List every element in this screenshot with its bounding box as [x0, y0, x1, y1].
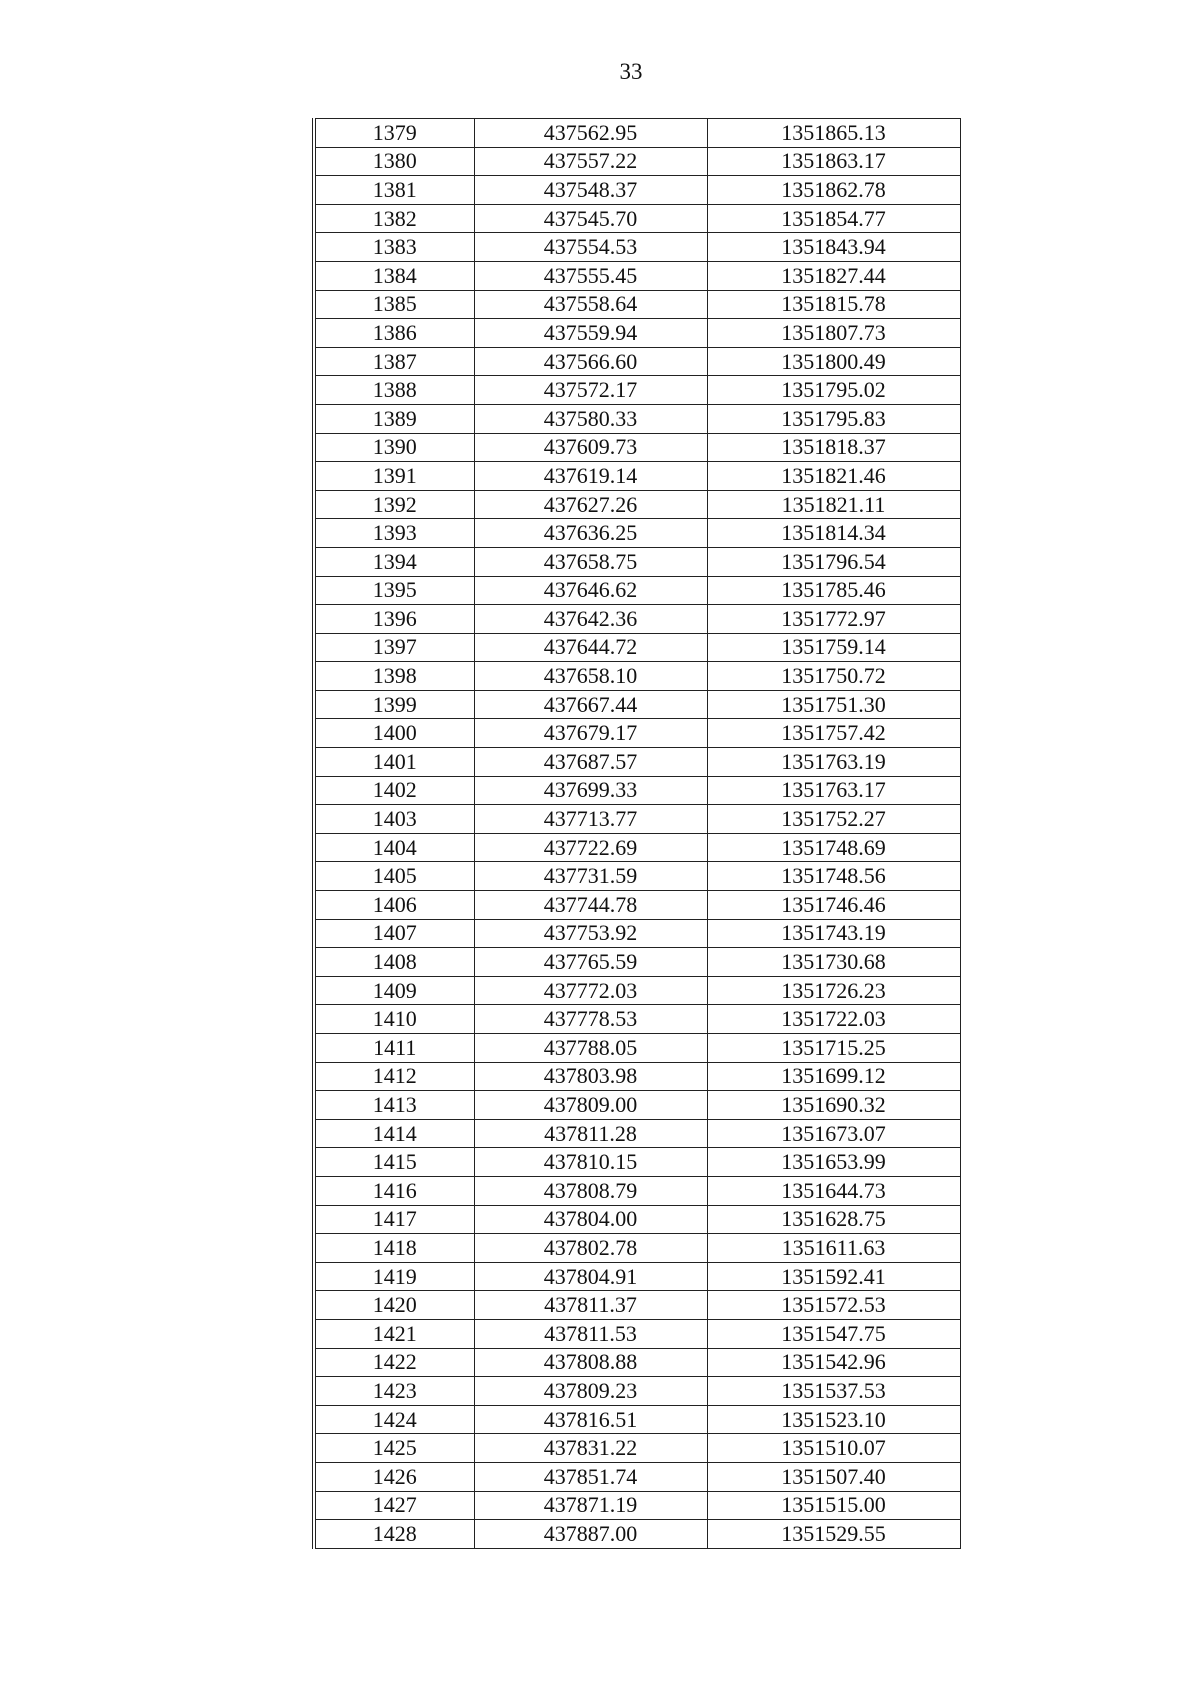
x-coordinate-cell: 437658.75 — [474, 547, 707, 576]
y-coordinate-cell: 1351854.77 — [707, 204, 960, 233]
table-row — [314, 862, 960, 891]
x-coordinate-cell: 437816.51 — [474, 1405, 707, 1434]
y-coordinate-cell: 1351772.97 — [707, 605, 960, 634]
y-coordinate-cell: 1351814.34 — [707, 519, 960, 548]
point-number-cell: 1386 — [314, 319, 474, 348]
x-coordinate-cell: 437887.00 — [474, 1520, 707, 1549]
point-number-cell: 1418 — [314, 1234, 474, 1263]
table-row — [314, 1234, 960, 1263]
table-row — [314, 1262, 960, 1291]
x-coordinate-cell: 437619.14 — [474, 462, 707, 491]
table-row — [314, 605, 960, 634]
table-row — [314, 776, 960, 805]
y-coordinate-cell: 1351821.11 — [707, 490, 960, 519]
x-coordinate-cell: 437722.69 — [474, 833, 707, 862]
point-number-cell: 1419 — [314, 1262, 474, 1291]
x-coordinate-cell: 437557.22 — [474, 147, 707, 176]
x-coordinate-cell: 437646.62 — [474, 576, 707, 605]
x-coordinate-cell: 437667.44 — [474, 690, 707, 719]
x-coordinate-cell: 437658.10 — [474, 662, 707, 691]
x-coordinate-cell: 437803.98 — [474, 1062, 707, 1091]
point-number-cell: 1385 — [314, 290, 474, 319]
y-coordinate-cell: 1351865.13 — [707, 119, 960, 148]
x-coordinate-cell: 437810.15 — [474, 1148, 707, 1177]
y-coordinate-cell: 1351644.73 — [707, 1176, 960, 1205]
point-number-cell: 1408 — [314, 948, 474, 977]
x-coordinate-cell: 437808.79 — [474, 1176, 707, 1205]
table-row — [314, 1034, 960, 1063]
y-coordinate-cell: 1351699.12 — [707, 1062, 960, 1091]
point-number-cell: 1387 — [314, 347, 474, 376]
y-coordinate-cell: 1351807.73 — [707, 319, 960, 348]
point-number-cell: 1423 — [314, 1377, 474, 1406]
point-number-cell: 1393 — [314, 519, 474, 548]
y-coordinate-cell: 1351547.75 — [707, 1319, 960, 1348]
y-coordinate-cell: 1351763.19 — [707, 748, 960, 777]
y-coordinate-cell: 1351628.75 — [707, 1205, 960, 1234]
point-number-cell: 1388 — [314, 376, 474, 405]
point-number-cell: 1422 — [314, 1348, 474, 1377]
point-number-cell: 1405 — [314, 862, 474, 891]
point-number-cell: 1392 — [314, 490, 474, 519]
point-number-cell: 1412 — [314, 1062, 474, 1091]
point-number-cell: 1411 — [314, 1034, 474, 1063]
point-number-cell: 1381 — [314, 176, 474, 205]
point-number-cell: 1413 — [314, 1091, 474, 1120]
y-coordinate-cell: 1351523.10 — [707, 1405, 960, 1434]
y-coordinate-cell: 1351843.94 — [707, 233, 960, 262]
y-coordinate-cell: 1351818.37 — [707, 433, 960, 462]
table-row — [314, 1005, 960, 1034]
y-coordinate-cell: 1351763.17 — [707, 776, 960, 805]
point-number-cell: 1427 — [314, 1491, 474, 1520]
y-coordinate-cell: 1351572.53 — [707, 1291, 960, 1320]
y-coordinate-cell: 1351510.07 — [707, 1434, 960, 1463]
x-coordinate-cell: 437572.17 — [474, 376, 707, 405]
x-coordinate-cell: 437687.57 — [474, 748, 707, 777]
y-coordinate-cell: 1351542.96 — [707, 1348, 960, 1377]
y-coordinate-cell: 1351515.00 — [707, 1491, 960, 1520]
point-number-cell: 1397 — [314, 633, 474, 662]
y-coordinate-cell: 1351529.55 — [707, 1520, 960, 1549]
table-row — [314, 576, 960, 605]
x-coordinate-cell: 437808.88 — [474, 1348, 707, 1377]
table-row — [314, 1405, 960, 1434]
table-row — [314, 1176, 960, 1205]
point-number-cell: 1407 — [314, 919, 474, 948]
table-row — [314, 119, 960, 148]
y-coordinate-cell: 1351863.17 — [707, 147, 960, 176]
x-coordinate-cell: 437699.33 — [474, 776, 707, 805]
table-row — [314, 261, 960, 290]
coordinates-table — [312, 118, 961, 1549]
table-row — [314, 319, 960, 348]
table-row — [314, 433, 960, 462]
x-coordinate-cell: 437802.78 — [474, 1234, 707, 1263]
table-row — [314, 919, 960, 948]
y-coordinate-cell: 1351757.42 — [707, 719, 960, 748]
x-coordinate-cell: 437831.22 — [474, 1434, 707, 1463]
table-row — [314, 462, 960, 491]
x-coordinate-cell: 437558.64 — [474, 290, 707, 319]
point-number-cell: 1382 — [314, 204, 474, 233]
point-number-cell: 1391 — [314, 462, 474, 491]
x-coordinate-cell: 437609.73 — [474, 433, 707, 462]
table-row — [314, 290, 960, 319]
table-row — [314, 376, 960, 405]
table-row — [314, 1434, 960, 1463]
y-coordinate-cell: 1351752.27 — [707, 805, 960, 834]
point-number-cell: 1384 — [314, 261, 474, 290]
y-coordinate-cell: 1351730.68 — [707, 948, 960, 977]
x-coordinate-cell: 437811.53 — [474, 1319, 707, 1348]
x-coordinate-cell: 437555.45 — [474, 261, 707, 290]
x-coordinate-cell: 437851.74 — [474, 1462, 707, 1491]
table-row — [314, 1091, 960, 1120]
point-number-cell: 1390 — [314, 433, 474, 462]
x-coordinate-cell: 437679.17 — [474, 719, 707, 748]
x-coordinate-cell: 437627.26 — [474, 490, 707, 519]
y-coordinate-cell: 1351673.07 — [707, 1119, 960, 1148]
point-number-cell: 1420 — [314, 1291, 474, 1320]
x-coordinate-cell: 437642.36 — [474, 605, 707, 634]
point-number-cell: 1421 — [314, 1319, 474, 1348]
x-coordinate-cell: 437644.72 — [474, 633, 707, 662]
table-row — [314, 233, 960, 262]
table-row — [314, 748, 960, 777]
x-coordinate-cell: 437713.77 — [474, 805, 707, 834]
x-coordinate-cell: 437559.94 — [474, 319, 707, 348]
table-row — [314, 948, 960, 977]
point-number-cell: 1398 — [314, 662, 474, 691]
point-number-cell: 1425 — [314, 1434, 474, 1463]
point-number-cell: 1380 — [314, 147, 474, 176]
table-row — [314, 1205, 960, 1234]
point-number-cell: 1406 — [314, 891, 474, 920]
point-number-cell: 1395 — [314, 576, 474, 605]
x-coordinate-cell: 437788.05 — [474, 1034, 707, 1063]
y-coordinate-cell: 1351827.44 — [707, 261, 960, 290]
table-row — [314, 547, 960, 576]
point-number-cell: 1414 — [314, 1119, 474, 1148]
point-number-cell: 1379 — [314, 119, 474, 148]
x-coordinate-cell: 437765.59 — [474, 948, 707, 977]
y-coordinate-cell: 1351800.49 — [707, 347, 960, 376]
table-row — [314, 891, 960, 920]
x-coordinate-cell: 437636.25 — [474, 519, 707, 548]
point-number-cell: 1404 — [314, 833, 474, 862]
y-coordinate-cell: 1351750.72 — [707, 662, 960, 691]
x-coordinate-cell: 437778.53 — [474, 1005, 707, 1034]
point-number-cell: 1428 — [314, 1520, 474, 1549]
point-number-cell: 1400 — [314, 719, 474, 748]
point-number-cell: 1424 — [314, 1405, 474, 1434]
y-coordinate-cell: 1351722.03 — [707, 1005, 960, 1034]
y-coordinate-cell: 1351759.14 — [707, 633, 960, 662]
y-coordinate-cell: 1351751.30 — [707, 690, 960, 719]
point-number-cell: 1399 — [314, 690, 474, 719]
point-number-cell: 1394 — [314, 547, 474, 576]
y-coordinate-cell: 1351507.40 — [707, 1462, 960, 1491]
table-row — [314, 805, 960, 834]
table-row — [314, 1148, 960, 1177]
x-coordinate-cell: 437811.28 — [474, 1119, 707, 1148]
table-row — [314, 147, 960, 176]
table-row — [314, 976, 960, 1005]
table-row — [314, 1491, 960, 1520]
x-coordinate-cell: 437809.23 — [474, 1377, 707, 1406]
point-number-cell: 1401 — [314, 748, 474, 777]
y-coordinate-cell: 1351743.19 — [707, 919, 960, 948]
page-number: 33 — [619, 59, 643, 84]
table-row — [314, 176, 960, 205]
point-number-cell: 1389 — [314, 404, 474, 433]
table-row — [314, 519, 960, 548]
y-coordinate-cell: 1351815.78 — [707, 290, 960, 319]
x-coordinate-cell: 437545.70 — [474, 204, 707, 233]
y-coordinate-cell: 1351746.46 — [707, 891, 960, 920]
table-row — [314, 490, 960, 519]
table-row — [314, 662, 960, 691]
y-coordinate-cell: 1351821.46 — [707, 462, 960, 491]
table-row — [314, 719, 960, 748]
y-coordinate-cell: 1351748.56 — [707, 862, 960, 891]
x-coordinate-cell: 437804.00 — [474, 1205, 707, 1234]
y-coordinate-cell: 1351862.78 — [707, 176, 960, 205]
y-coordinate-cell: 1351715.25 — [707, 1034, 960, 1063]
x-coordinate-cell: 437731.59 — [474, 862, 707, 891]
x-coordinate-cell: 437566.60 — [474, 347, 707, 376]
table-row — [314, 204, 960, 233]
coordinates-table-body — [314, 119, 960, 1549]
y-coordinate-cell: 1351653.99 — [707, 1148, 960, 1177]
y-coordinate-cell: 1351795.02 — [707, 376, 960, 405]
table-row — [314, 690, 960, 719]
point-number-cell: 1417 — [314, 1205, 474, 1234]
point-number-cell: 1416 — [314, 1176, 474, 1205]
table-row — [314, 1520, 960, 1549]
x-coordinate-cell: 437562.95 — [474, 119, 707, 148]
x-coordinate-cell: 437804.91 — [474, 1262, 707, 1291]
y-coordinate-cell: 1351795.83 — [707, 404, 960, 433]
x-coordinate-cell: 437548.37 — [474, 176, 707, 205]
y-coordinate-cell: 1351748.69 — [707, 833, 960, 862]
table-row — [314, 1348, 960, 1377]
point-number-cell: 1415 — [314, 1148, 474, 1177]
table-row — [314, 1377, 960, 1406]
x-coordinate-cell: 437772.03 — [474, 976, 707, 1005]
table-row — [314, 347, 960, 376]
x-coordinate-cell: 437744.78 — [474, 891, 707, 920]
point-number-cell: 1409 — [314, 976, 474, 1005]
table-row — [314, 633, 960, 662]
point-number-cell: 1396 — [314, 605, 474, 634]
table-row — [314, 1062, 960, 1091]
y-coordinate-cell: 1351726.23 — [707, 976, 960, 1005]
table-row — [314, 404, 960, 433]
table-row — [314, 1291, 960, 1320]
x-coordinate-cell: 437554.53 — [474, 233, 707, 262]
y-coordinate-cell: 1351611.63 — [707, 1234, 960, 1263]
y-coordinate-cell: 1351690.32 — [707, 1091, 960, 1120]
point-number-cell: 1410 — [314, 1005, 474, 1034]
x-coordinate-cell: 437811.37 — [474, 1291, 707, 1320]
y-coordinate-cell: 1351537.53 — [707, 1377, 960, 1406]
x-coordinate-cell: 437809.00 — [474, 1091, 707, 1120]
table-row — [314, 1119, 960, 1148]
point-number-cell: 1383 — [314, 233, 474, 262]
point-number-cell: 1402 — [314, 776, 474, 805]
x-coordinate-cell: 437580.33 — [474, 404, 707, 433]
y-coordinate-cell: 1351785.46 — [707, 576, 960, 605]
table-row — [314, 1319, 960, 1348]
point-number-cell: 1403 — [314, 805, 474, 834]
x-coordinate-cell: 437871.19 — [474, 1491, 707, 1520]
y-coordinate-cell: 1351592.41 — [707, 1262, 960, 1291]
y-coordinate-cell: 1351796.54 — [707, 547, 960, 576]
table-row — [314, 1462, 960, 1491]
x-coordinate-cell: 437753.92 — [474, 919, 707, 948]
table-row — [314, 833, 960, 862]
point-number-cell: 1426 — [314, 1462, 474, 1491]
